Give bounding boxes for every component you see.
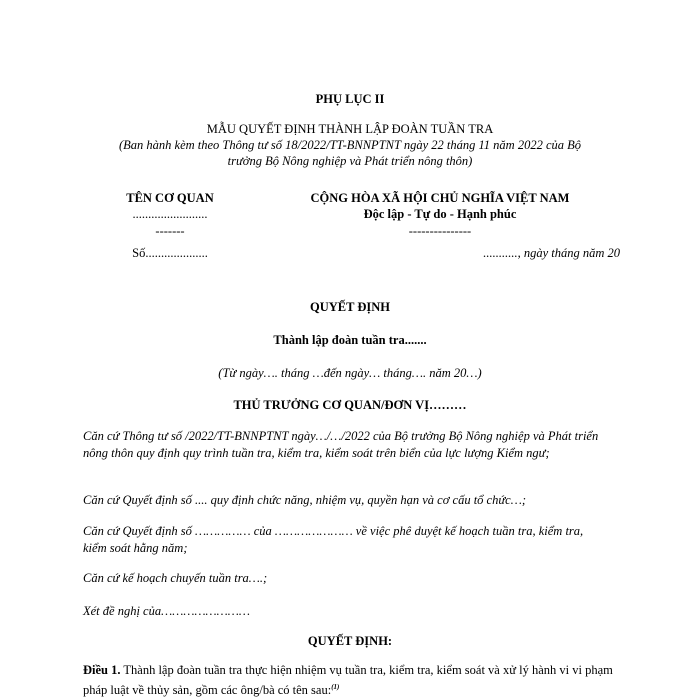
issuing-authority: THỦ TRƯỞNG CƠ QUAN/ĐƠN VỊ……… (233, 398, 467, 412)
article-1-label: Điều 1. (83, 663, 121, 677)
decision-period: (Từ ngày…. tháng …đến ngày… tháng…. năm 20…) (218, 366, 482, 380)
legal-basis-1: Căn cứ Thông tư số /2022/TT-BNNPTNT ngày…/…/2022 của Bộ trưởng Bộ Nông nghiệp và Phát triển nông thôn quy định quy trình tuần tra, kiểm tra, kiểm soát trên biển của lực lượng Kiểm ngư; (83, 429, 599, 460)
motto-dash: --------------- (408, 224, 472, 238)
decides-heading: QUYẾT ĐỊNH: (307, 634, 393, 648)
decision-subject: Thành lập đoàn tuần tra....... (273, 333, 427, 347)
decision-heading: QUYẾT ĐỊNH (310, 300, 390, 314)
form-title: MẪU QUYẾT ĐỊNH THÀNH LẬP ĐOÀN TUẦN TRA (206, 122, 494, 136)
document-number: Số.................... (132, 246, 208, 260)
legal-basis-2: Căn cứ Quyết định số .... quy định chức năng, nhiệm vụ, quyền hạn và cơ cấu tổ chức…; (83, 493, 526, 507)
legal-basis-3: Căn cứ Quyết định số …………… của ………………… về việc phê duyệt kế hoạch tuần tra, kiểm tra, kiểm soát hằng năm; (83, 524, 584, 555)
article-1-text: Thành lập đoàn tuần tra thực hiện nhiệm vụ tuần tra, kiểm tra, kiểm soát và xử lý hành vi vi phạm pháp luật về thủy sản, gồm các ông/bà có tên sau: (83, 663, 613, 698)
nation-name: CỘNG HÒA XÃ HỘI CHỦ NGHĨA VIỆT NAM (310, 191, 570, 205)
issue-date: ..........., ngày tháng năm 20 (483, 246, 620, 260)
legal-basis-5: Xét đề nghị của…………………… (83, 604, 251, 618)
article-1 (83, 662, 623, 699)
agency-name: TÊN CƠ QUAN (126, 191, 214, 205)
issued-note-line2: trưởng Bộ Nông nghiệp và Phát triển nông thôn) (227, 154, 473, 168)
national-motto: Độc lập - Tự do - Hạnh phúc (363, 207, 517, 221)
issued-note-line1: (Ban hành kèm theo Thông tư số 18/2022/TT-BNNPTNT ngày 22 tháng 11 năm 2022 của Bộ (118, 138, 582, 152)
appendix-title: PHỤ LỤC II (315, 92, 385, 106)
legal-basis-4: Căn cứ kế hoạch chuyến tuần tra….; (83, 571, 268, 585)
agency-dash: ------- (155, 224, 185, 238)
footnote-marker: (1) (331, 683, 340, 691)
agency-dots: ........................ (132, 207, 208, 221)
